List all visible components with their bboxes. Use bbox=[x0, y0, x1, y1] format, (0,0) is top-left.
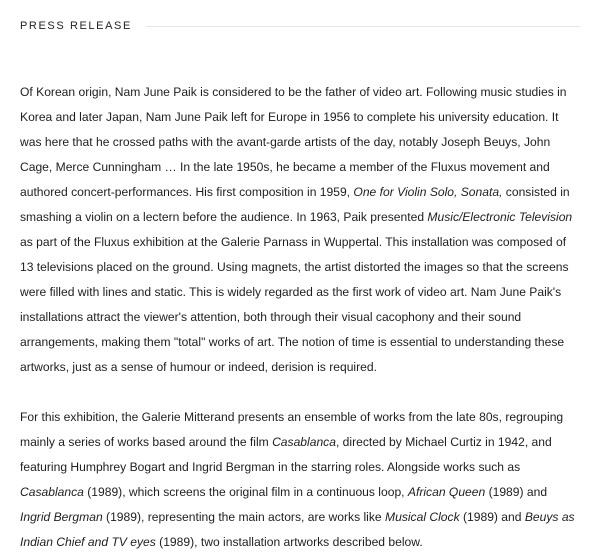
paragraph-text: as part of the Fluxus exhibition at the Galerie Parnass in Wuppertal. This installation was composed of 13 televisions placed on the ground. Using magnets, the artist distorted the images so that the screens were filled with lines and static. This is widely regarded as the first work of video art. Nam June Paik's installations attract the viewer's attention, both through their visual cacophony and their sound arrangements, making them "total" works of art. The notion of time is essential to understanding these artworks, just as a sense of humour or indeed, derision is required. bbox=[20, 235, 569, 374]
paragraph-text: , directed by Michael Curtiz in 1942, and featuring Humphrey Bogart and Ingrid Bergman in the starring roles. Alongside works such as bbox=[20, 435, 552, 474]
section-title: PRESS RELEASE bbox=[20, 20, 132, 32]
header-divider bbox=[146, 26, 580, 27]
paragraph-text: (1989) and bbox=[459, 510, 525, 524]
press-release-body bbox=[20, 80, 580, 555]
italic-title-text: Music/Electronic Television bbox=[427, 210, 573, 224]
paragraph-text: (1989) and bbox=[485, 485, 548, 499]
paragraph-exhibition bbox=[20, 405, 580, 555]
italic-title-text: Beuys as Indian Chief and TV eyes bbox=[20, 510, 575, 549]
section-header bbox=[20, 0, 580, 52]
paragraph-text: (1989), which screens the original film in a continuous loop, bbox=[83, 485, 408, 499]
italic-title-text: Ingrid Bergman bbox=[20, 510, 103, 524]
paragraph-text: For this exhibition, the Galerie Mitterand presents an ensemble of works from the late 80s, regrouping mainly a series of works based around the film bbox=[20, 410, 564, 449]
paragraph-text: consisted in smashing a violin on a lectern before the audience. In 1963, Paik presented bbox=[20, 185, 570, 224]
italic-title-text: African Queen bbox=[407, 485, 486, 499]
paragraph-text: Of Korean origin, Nam June Paik is considered to be the father of video art. Following music studies in Korea and later Japan, Nam June Paik left for Europe in 1956 to complete his university education. It was here that he crossed paths with the avant-garde artists of the day, notably Joseph Beuys, John Cage, Merce Cunningham … In the late 1950s, he became a member of the Fluxus movement and authored concert-performances. His first composition in 1959, bbox=[20, 85, 567, 199]
paragraph-text: (1989), two installation artworks described below. bbox=[155, 535, 423, 549]
italic-title-text: Casablanca bbox=[272, 435, 336, 449]
paragraph-text: (1989), representing the main actors, are works like bbox=[102, 510, 386, 524]
italic-title-text: One for Violin Solo, Sonata, bbox=[353, 185, 503, 199]
italic-title-text: Casablanca bbox=[20, 485, 84, 499]
paragraph-paik-biography bbox=[20, 80, 580, 380]
italic-title-text: Musical Clock bbox=[385, 510, 460, 524]
